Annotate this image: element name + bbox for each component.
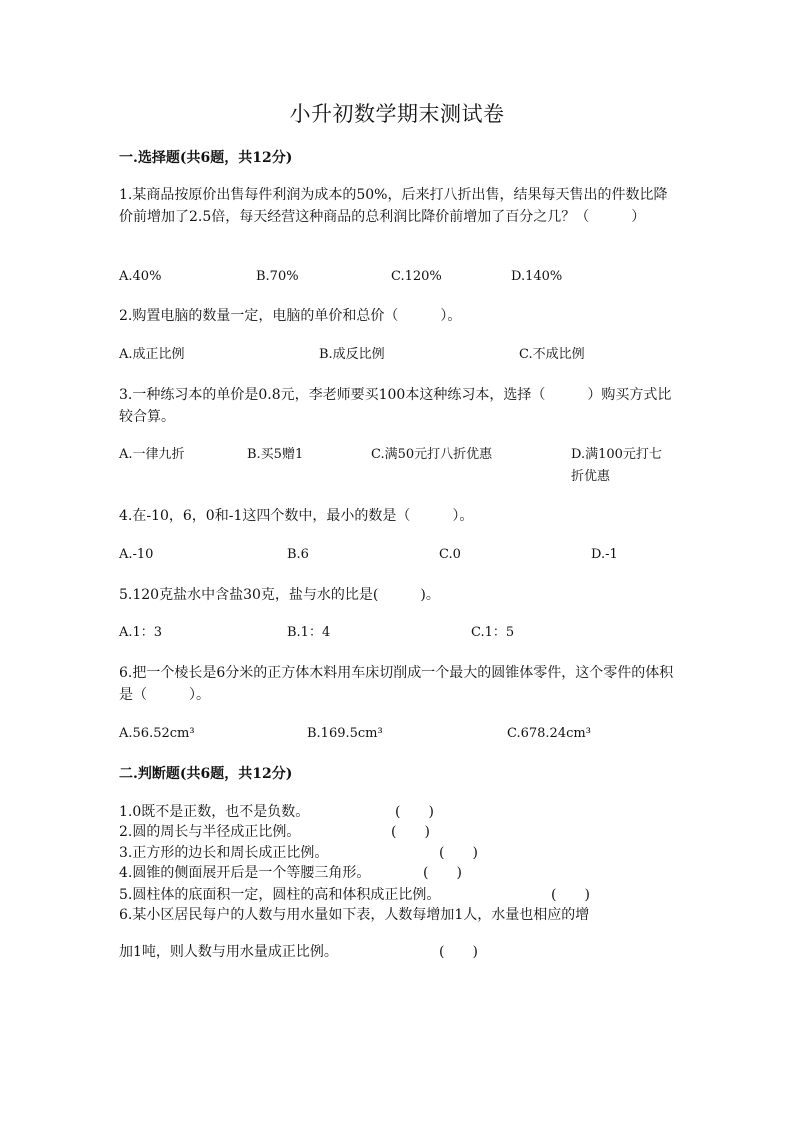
question-4-text: 4.在-10，6，0和-1这四个数中，最小的数是（ ）。 (119, 508, 474, 524)
judgment-item-4: 4.圆锥的侧面展开后是一个等腰三角形。 (119, 865, 371, 881)
question-3-option-c[interactable]: C.满50元打八折优惠 (371, 447, 493, 462)
section-heading-judgment: 二.判断题(共6题，共12分) (119, 766, 293, 782)
question-3-text: 3.一种练习本的单价是0.8元，李老师要买100本这种练习本，选择（ ）购买方式比较合算。 (119, 387, 672, 425)
page-title: 小升初数学期末测试卷 (289, 102, 505, 126)
question-5-text: 5.120克盐水中含盐30克，盐与水的比是( )。 (119, 587, 440, 603)
question-2-option-c[interactable]: C.不成比例 (519, 347, 585, 362)
question-6-option-b[interactable]: B.169.5cm³ (307, 726, 383, 741)
section-heading-choice: 一.选择题(共6题，共12分) (119, 150, 293, 166)
question-4-option-a[interactable]: A.-10 (119, 547, 154, 562)
question-1-option-a[interactable]: A.40% (119, 269, 162, 284)
judgment-item-3: 3.正方形的边长和周长成正比例。 (119, 845, 329, 861)
question-3-option-d[interactable]: D.满100元打七折优惠 (571, 447, 662, 484)
question-4-option-d[interactable]: D.-1 (591, 547, 618, 562)
judgment-item-2: 2.圆的周长与半径成正比例。 (119, 824, 301, 840)
judgment-answer-6[interactable]: ( ) (439, 944, 478, 960)
question-4-option-c[interactable]: C.0 (439, 547, 461, 562)
judgment-item-6-line-1: 6.某小区居民每户的人数与用水量如下表，人数每增加1人，水量也相应的增 (119, 907, 590, 923)
judgment-item-1: 1.0既不是正数，也不是负数。 (119, 804, 310, 820)
judgment-item-6-line-2: 加1吨，则人数与用水量成正比例。 (119, 944, 338, 960)
question-6-option-c[interactable]: C.678.24cm³ (507, 726, 591, 741)
judgment-answer-3[interactable]: ( ) (439, 845, 478, 861)
judgment-answer-5[interactable]: ( ) (551, 887, 590, 903)
question-2-text: 2.购置电脑的数量一定，电脑的单价和总价（ ）。 (119, 308, 462, 324)
judgment-answer-1[interactable]: ( ) (395, 804, 434, 820)
judgment-answer-4[interactable]: ( ) (423, 865, 462, 881)
question-3-option-a[interactable]: A.一律九折 (119, 447, 185, 462)
question-1-option-d[interactable]: D.140% (511, 269, 563, 284)
question-3-option-b[interactable]: B.买5赠1 (247, 447, 304, 462)
judgment-answer-2[interactable]: ( ) (391, 824, 430, 840)
question-6-option-a[interactable]: A.56.52cm³ (119, 726, 195, 741)
question-2-option-b[interactable]: B.成反比例 (319, 347, 385, 362)
question-1-text: 1.某商品按原价出售每件利润为成本的50%，后来打八折出售，结果每天售出的件数比降价前增加了2.5倍，每天经营这种商品的总利润比降价前增加了百分之几？（ ） (119, 187, 668, 225)
question-2-option-a[interactable]: A.成正比例 (119, 347, 185, 362)
question-4-option-b[interactable]: B.6 (287, 547, 309, 562)
question-5-option-a[interactable]: A.1：3 (119, 625, 163, 640)
question-5-option-c[interactable]: C.1：5 (471, 625, 515, 640)
question-1-option-b[interactable]: B.70% (256, 269, 299, 284)
question-5-option-b[interactable]: B.1：4 (287, 625, 331, 640)
question-1-option-c[interactable]: C.120% (391, 269, 442, 284)
judgment-item-5: 5.圆柱体的底面积一定，圆柱的高和体积成正比例。 (119, 887, 441, 903)
question-6-text: 6.把一个棱长是6分米的正方体木料用车床切削成一个最大的圆锥体零件，这个零件的体积是（ ）。 (119, 665, 674, 703)
